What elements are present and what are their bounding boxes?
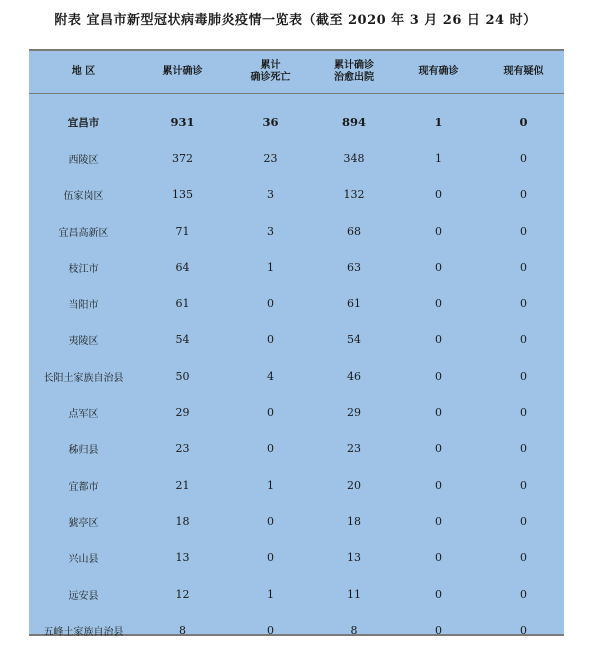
cell-deaths: 36 [262, 115, 279, 130]
cell-current: 0 [435, 297, 442, 311]
cell-region: 伍家岗区 [63, 191, 104, 203]
cell-recovered: 68 [347, 224, 361, 238]
cell-confirmed: 54 [175, 333, 190, 347]
cell-deaths: 23 [263, 151, 278, 165]
header-current-suspected: 现有疑似 [483, 51, 564, 93]
cell-suspected: 0 [520, 188, 527, 202]
cell-deaths: 1 [267, 587, 274, 601]
cell-confirmed: 13 [175, 551, 190, 565]
cell-deaths: 0 [267, 551, 274, 565]
header-recovered [314, 51, 394, 93]
cell-deaths: 0 [267, 623, 274, 637]
cell-current: 0 [435, 623, 442, 637]
table-row [29, 322, 564, 358]
spacer-cell [29, 93, 564, 104]
cell-recovered: 18 [347, 514, 361, 528]
cell-suspected: 0 [519, 115, 528, 130]
cell-confirmed: 18 [175, 514, 190, 528]
cell-confirmed: 64 [175, 260, 190, 274]
cell-current: 0 [435, 188, 442, 202]
cell-recovered: 54 [347, 333, 361, 347]
table-body [29, 93, 564, 648]
cell-current: 0 [435, 587, 442, 601]
cell-recovered: 63 [347, 260, 361, 274]
header-recovered-line1: 累计确诊 [334, 59, 374, 71]
cell-suspected: 0 [520, 369, 527, 383]
cell-suspected: 0 [520, 297, 527, 311]
cell-current: 0 [435, 333, 442, 347]
cell-region: 西陵区 [68, 154, 99, 166]
cell-suspected: 0 [520, 224, 527, 238]
cell-current: 0 [435, 369, 442, 383]
table-row [29, 285, 564, 321]
table-row [29, 249, 564, 285]
cell-suspected: 0 [520, 442, 527, 456]
cell-current: 0 [435, 514, 442, 528]
header-recovered-line2: 治愈出院 [334, 71, 374, 83]
header-deaths-line2: 确诊死亡 [250, 71, 291, 83]
cell-region: 点军区 [68, 409, 99, 421]
cell-suspected: 0 [520, 478, 527, 492]
cell-suspected: 0 [520, 260, 527, 274]
header-deaths [227, 51, 314, 93]
table-header-row [29, 51, 564, 93]
cell-region: 秭归县 [68, 445, 99, 457]
table-row [29, 503, 564, 539]
table-row [29, 431, 564, 467]
cell-region: 兴山县 [68, 554, 99, 566]
cell-confirmed: 135 [172, 188, 193, 202]
cell-region: 枝江市 [68, 263, 99, 275]
cell-deaths: 1 [267, 478, 274, 492]
cell-region: 宜都市 [68, 481, 99, 493]
cell-current: 0 [435, 442, 442, 456]
cell-confirmed: 23 [175, 442, 190, 456]
table-row [29, 394, 564, 430]
table-row [29, 140, 564, 176]
cell-current: 0 [435, 478, 442, 492]
cell-recovered: 8 [350, 623, 358, 637]
cell-current: 0 [435, 260, 442, 274]
cell-recovered: 20 [347, 478, 361, 492]
header-deaths-line1: 累计 [260, 59, 281, 71]
cell-recovered: 348 [343, 151, 365, 165]
cell-deaths: 0 [267, 406, 274, 420]
cell-region: 长阳土家族自治县 [43, 372, 124, 384]
table-row [29, 177, 564, 213]
cell-confirmed: 931 [170, 115, 195, 130]
cell-suspected: 0 [520, 587, 527, 601]
cell-recovered: 46 [347, 369, 361, 383]
table-row [29, 540, 564, 576]
cell-suspected: 0 [520, 623, 527, 637]
cell-recovered: 894 [341, 115, 366, 130]
table-row [29, 358, 564, 394]
cell-recovered: 29 [347, 406, 361, 420]
table-row [29, 612, 564, 648]
cell-suspected: 0 [520, 514, 527, 528]
cell-current: 0 [435, 406, 442, 420]
cell-recovered: 23 [347, 442, 361, 456]
cell-region: 宜昌市 [67, 116, 100, 129]
cell-region: 猇亭区 [68, 517, 99, 529]
cell-deaths: 0 [267, 514, 274, 528]
cell-current: 0 [435, 551, 442, 565]
cell-deaths: 4 [267, 369, 274, 383]
cell-confirmed: 21 [175, 478, 190, 492]
table-row [29, 467, 564, 503]
cell-recovered: 132 [343, 188, 365, 202]
header-confirmed: 累计确诊 [138, 51, 227, 93]
cell-region: 远安县 [68, 590, 99, 602]
epidemic-table [29, 49, 564, 636]
cell-confirmed: 61 [175, 297, 190, 311]
header-region: 地 区 [29, 51, 138, 93]
cell-deaths: 3 [267, 188, 274, 202]
cell-recovered: 61 [347, 297, 361, 311]
cell-confirmed: 372 [172, 151, 193, 165]
table-total-row [29, 104, 564, 140]
cell-confirmed: 12 [175, 587, 190, 601]
cell-region: 当阳市 [68, 300, 99, 312]
cell-suspected: 0 [520, 551, 527, 565]
cell-deaths: 0 [267, 297, 274, 311]
cell-suspected: 0 [520, 333, 527, 347]
cell-current: 1 [434, 115, 443, 130]
page-title: 附表 宜昌市新型冠状病毒肺炎疫情一览表（截至 2020 年 3 月 26 日 24 时） [54, 13, 537, 28]
cell-region: 宜昌高新区 [58, 227, 109, 239]
cell-region: 夷陵区 [68, 336, 99, 348]
cell-current: 1 [435, 151, 442, 165]
table-row [29, 213, 564, 249]
cell-recovered: 11 [347, 587, 361, 601]
cell-confirmed: 50 [175, 369, 190, 383]
cell-confirmed: 8 [179, 623, 186, 637]
cell-deaths: 0 [267, 442, 274, 456]
cell-suspected: 0 [520, 406, 527, 420]
header-current-confirmed: 现有确诊 [394, 51, 483, 93]
cell-region: 五峰土家族自治县 [43, 626, 124, 638]
cell-deaths: 0 [267, 333, 274, 347]
cell-deaths: 3 [267, 224, 274, 238]
cell-suspected: 0 [520, 151, 527, 165]
cell-confirmed: 71 [175, 224, 190, 238]
table-spacer-row [29, 93, 564, 104]
cell-recovered: 13 [347, 551, 361, 565]
cell-deaths: 1 [267, 260, 274, 274]
table-row [29, 576, 564, 612]
cell-confirmed: 29 [175, 406, 190, 420]
cell-current: 0 [435, 224, 442, 238]
